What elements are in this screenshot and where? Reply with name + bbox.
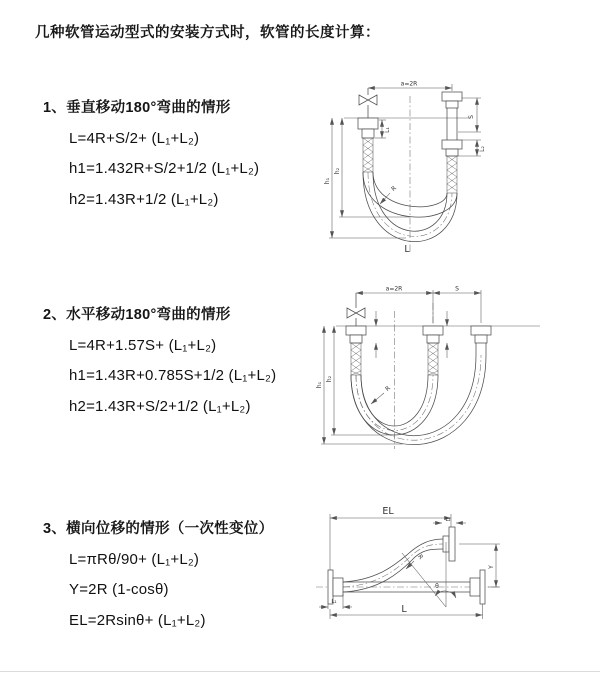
formula-h1: h1=1.43R+0.785S+1/2 (L₁+L₂) bbox=[69, 367, 277, 384]
radius-label: R bbox=[416, 553, 425, 561]
diagram-horizontal-180-bend bbox=[308, 283, 570, 455]
length-dim-label: L bbox=[401, 604, 407, 615]
dimension-lines bbox=[324, 81, 486, 256]
l2-dim-label: L₂ bbox=[479, 146, 486, 152]
h2-dim-label: h₂ bbox=[334, 167, 341, 175]
radius-label: R bbox=[384, 384, 392, 393]
middle-pipe-fitting bbox=[423, 326, 443, 375]
right-pipe-fitting bbox=[471, 326, 491, 355]
section-3-heading: 3、横向位移的情形（一次性变位） bbox=[43, 521, 274, 537]
l1-dim-label: L₁ bbox=[331, 599, 337, 605]
formula-h1: h1=1.432R+S/2+1/2 (L₁+L₂) bbox=[69, 160, 260, 177]
l2-dim-label: L₂ bbox=[445, 517, 451, 523]
travel-dim-label: S bbox=[455, 285, 459, 293]
h1-dim-label: h₁ bbox=[324, 177, 331, 185]
formula-el: EL=2Rsinθ+ (L₁+L₂) bbox=[69, 611, 206, 629]
page-title: 几种软管运动型式的安装方式时，软管的长度计算： bbox=[35, 25, 380, 41]
dimension-lines bbox=[316, 286, 481, 445]
h1-dim-label: h₁ bbox=[316, 381, 323, 389]
l1-dim-label: L₁ bbox=[384, 127, 391, 133]
angle-label: θ bbox=[435, 583, 439, 590]
section-1-heading: 1、垂直移动180°弯曲的情形 bbox=[43, 100, 231, 116]
section-3 bbox=[43, 517, 273, 630]
section-1 bbox=[43, 96, 259, 209]
formula-length: L=πRθ/90+ (L₁+L₂) bbox=[69, 550, 200, 568]
formula-length: L=4R+1.57S+ (L₁+L₂) bbox=[69, 336, 217, 354]
left-pipe-fitting bbox=[346, 293, 366, 375]
right-pipe-fitting bbox=[442, 92, 462, 193]
section-2-heading: 2、水平移动180°弯曲的情形 bbox=[43, 307, 231, 323]
centerlines bbox=[368, 96, 452, 254]
span-dim-label: a=2R bbox=[400, 80, 418, 88]
left-pipe-fitting bbox=[358, 88, 378, 172]
length-label: L bbox=[404, 244, 410, 255]
formula-offset: Y=2R (1-cosθ) bbox=[69, 581, 169, 598]
valve-icon bbox=[347, 308, 365, 318]
formula-h2: h2=1.43R+S/2+1/2 (L₁+L₂) bbox=[69, 397, 251, 415]
s-dim-label: S bbox=[468, 115, 475, 119]
hose-bend bbox=[351, 355, 486, 445]
centerlines bbox=[356, 303, 481, 449]
span-dim-label: a=2R bbox=[385, 285, 403, 293]
page-scan-edge bbox=[0, 671, 600, 672]
formula-length: L=4R+S/2+ (L₁+L₂) bbox=[69, 129, 200, 147]
formula-h2: h2=1.43R+1/2 (L₁+L₂) bbox=[69, 190, 219, 208]
valve-icon bbox=[359, 95, 377, 105]
diagram-lateral-displacement bbox=[298, 500, 578, 650]
diagram-vertical-180-bend bbox=[310, 76, 570, 258]
el-dim-label: EL bbox=[382, 506, 394, 517]
y-dim-label: Y bbox=[488, 565, 495, 569]
section-2 bbox=[43, 303, 276, 416]
h2-dim-label: h₂ bbox=[326, 375, 333, 383]
radius-label: R bbox=[390, 184, 398, 193]
